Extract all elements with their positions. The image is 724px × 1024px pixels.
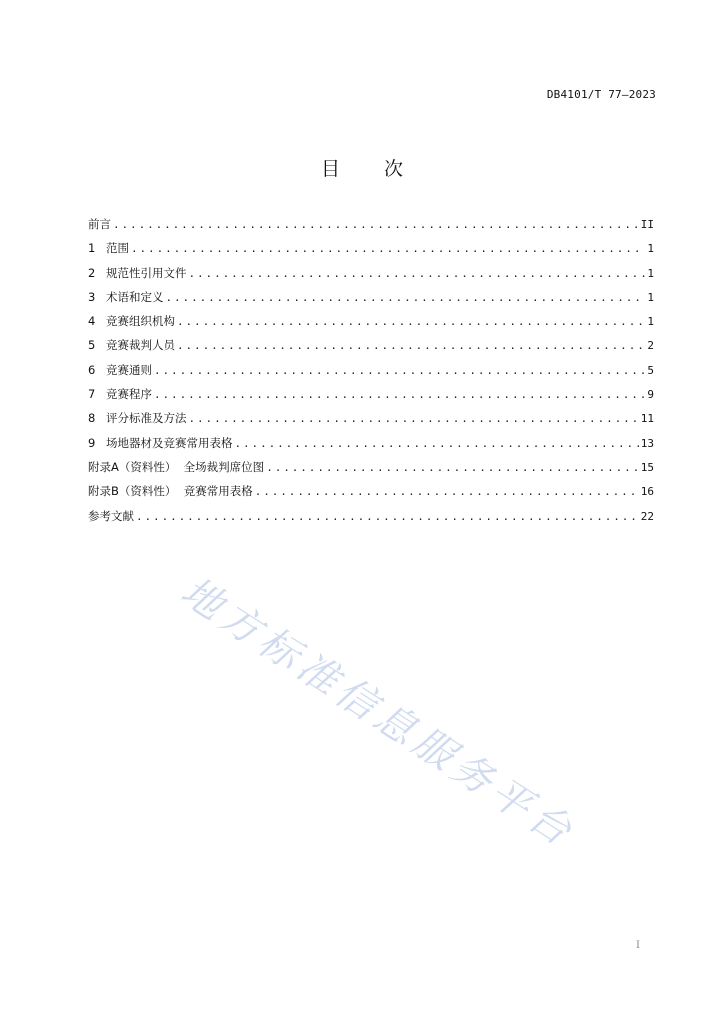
toc-entry-1[interactable] xyxy=(88,240,654,264)
toc-entry-page: 9 xyxy=(647,388,654,402)
toc-entry-page: 11 xyxy=(640,412,654,426)
toc-entry-page: 22 xyxy=(640,509,654,523)
toc-entry-label: 评分标准及方法 xyxy=(106,411,187,426)
toc-entry-label: 前言 xyxy=(88,217,111,231)
toc-entry-label: 竞赛组织机构 xyxy=(106,314,175,329)
toc-entry-2[interactable] xyxy=(88,265,654,289)
toc-entry-appendix-a[interactable] xyxy=(88,459,654,483)
toc-entry-number: 7 xyxy=(88,387,96,402)
toc-entry-label: 规范性引用文件 xyxy=(106,265,187,280)
toc-entry-page: II xyxy=(640,218,654,231)
toc-entry-page: 5 xyxy=(647,363,654,377)
toc-entry-label: 场地器材及竞赛常用表格 xyxy=(106,435,233,450)
table-of-contents xyxy=(88,216,654,532)
toc-entry-number: 2 xyxy=(88,265,96,280)
toc-entry-page: 13 xyxy=(640,436,654,450)
toc-entry-4[interactable] xyxy=(88,313,654,337)
toc-leader-dots xyxy=(266,461,639,474)
toc-leader-dots xyxy=(154,388,645,401)
toc-entry-number: 9 xyxy=(88,435,96,450)
toc-leader-dots xyxy=(166,291,646,304)
toc-entry-page: 1 xyxy=(647,242,654,256)
toc-entry-page: 1 xyxy=(647,290,654,304)
toc-entry-page: 2 xyxy=(647,339,654,353)
document-code: DB4101/T 77—2023 xyxy=(546,88,656,101)
toc-entry-label: 竞赛裁判人员 xyxy=(106,338,175,353)
toc-entry-label: 附录B（资料性） 竞赛常用表格 xyxy=(88,484,253,499)
toc-entry-appendix-b[interactable] xyxy=(88,483,654,507)
toc-entry-label: 竞赛程序 xyxy=(106,387,152,402)
toc-leader-dots xyxy=(177,339,645,352)
toc-leader-dots xyxy=(235,437,639,450)
toc-entry-number: 3 xyxy=(88,289,96,304)
toc-entry-5[interactable] xyxy=(88,337,654,361)
page-number: I xyxy=(636,940,640,951)
toc-leader-dots xyxy=(113,218,639,231)
toc-entry-number: 1 xyxy=(88,241,96,256)
toc-leader-dots xyxy=(131,242,645,255)
toc-entry-label: 附录A（资料性） 全场裁判席位图 xyxy=(88,459,265,474)
toc-entry-label: 竞赛通则 xyxy=(106,362,152,377)
watermark: 地方标准信息服务平台 xyxy=(172,568,584,858)
toc-entry-page: 1 xyxy=(647,266,654,280)
toc-leader-dots xyxy=(177,315,645,328)
toc-entry-number: 8 xyxy=(88,411,96,426)
toc-entry-number: 6 xyxy=(88,362,96,377)
toc-leader-dots xyxy=(189,267,646,280)
toc-entry-page: 15 xyxy=(640,460,654,474)
page-title xyxy=(0,154,724,181)
toc-entry-9[interactable] xyxy=(88,435,654,459)
toc-entry-label: 范围 xyxy=(106,241,129,256)
toc-entry-number: 4 xyxy=(88,314,96,329)
toc-entry-label: 术语和定义 xyxy=(106,289,164,304)
toc-entry-bibliography[interactable] xyxy=(88,508,654,532)
title-char-2: 次 xyxy=(384,158,404,180)
toc-entry-page: 16 xyxy=(640,485,654,499)
toc-entry-preface[interactable] xyxy=(88,216,654,240)
title-char-1: 目 xyxy=(320,158,340,180)
toc-entry-7[interactable] xyxy=(88,386,654,410)
toc-leader-dots xyxy=(189,412,639,425)
toc-leader-dots xyxy=(136,510,639,523)
toc-entry-8[interactable] xyxy=(88,410,654,434)
toc-entry-3[interactable] xyxy=(88,289,654,313)
toc-entry-page: 1 xyxy=(647,315,654,329)
toc-leader-dots xyxy=(255,485,639,498)
toc-entry-label: 参考文献 xyxy=(88,508,134,523)
toc-entry-number: 5 xyxy=(88,338,96,353)
toc-leader-dots xyxy=(154,364,645,377)
toc-entry-6[interactable] xyxy=(88,362,654,386)
